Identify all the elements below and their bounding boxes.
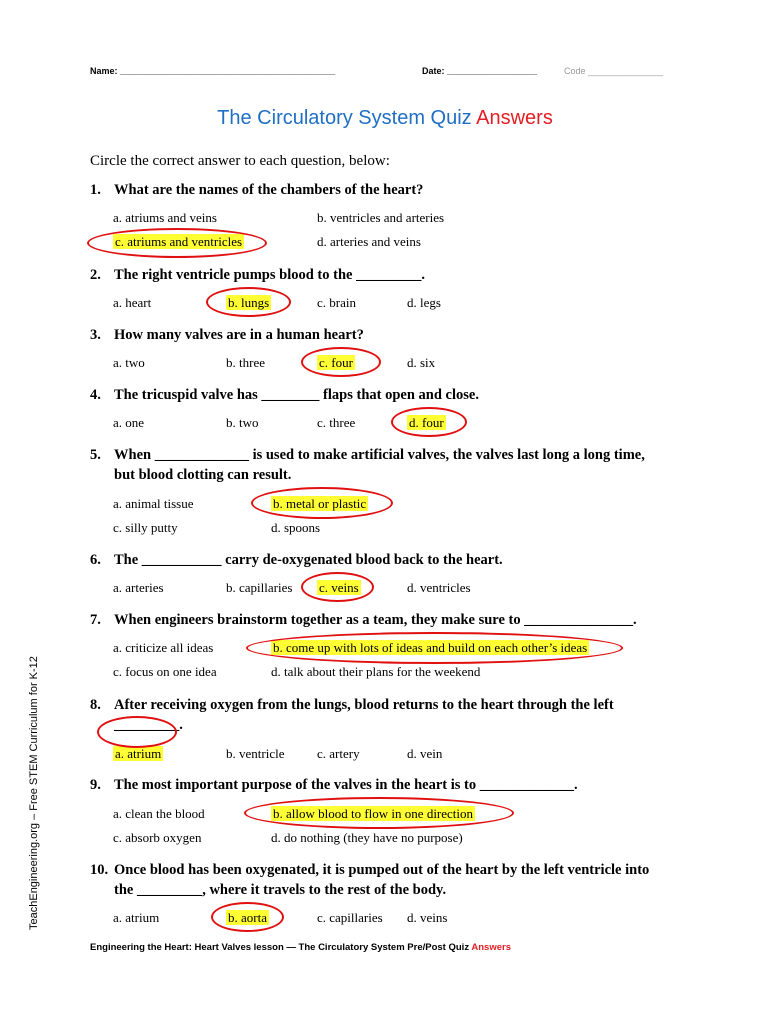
option-1b: b. ventricles and arteries xyxy=(317,210,445,225)
option-7c: c. focus on one idea xyxy=(113,664,217,679)
option-3a: a. two xyxy=(113,355,145,370)
option-6d: d. ventricles xyxy=(407,580,471,595)
option-2a: a. heart xyxy=(113,295,152,310)
question-3: 3. How many valves are in a human heart? xyxy=(90,327,364,343)
title-answers: Answers xyxy=(476,107,553,129)
option-4a: a. one xyxy=(113,415,145,430)
sidebar-credit: TeachEngineering.org – Free STEM Curriculum for K-12 xyxy=(28,656,40,930)
option-5a: a. animal tissue xyxy=(113,496,194,511)
option-8b: b. ventricle xyxy=(226,746,285,761)
question-7: 7. When engineers brainstorm together as a team, they make sure to _______________. xyxy=(90,612,637,628)
option-10a: a. atrium xyxy=(113,910,160,925)
footer-text: Engineering the Heart: Heart Valves lesson — The Circulatory System Pre/Post Quiz xyxy=(90,942,470,953)
code-field-label: Code _______________ xyxy=(564,66,664,76)
option-4b: b. two xyxy=(226,415,259,430)
question-6: 6. The ___________ carry de-oxygenated blood back to the heart. xyxy=(90,552,503,568)
question-10-continued: the _________, where it travels to the rest of the body. xyxy=(114,882,447,898)
question-10: 10. Once blood has been oxygenated, it is pumped out of the heart by the left ventricle into xyxy=(90,862,650,878)
option-2b-answer: b. lungs xyxy=(228,295,270,310)
option-2d: d. legs xyxy=(407,295,441,310)
option-4c: c. three xyxy=(317,415,356,430)
option-2c: c. brain xyxy=(317,295,356,310)
option-3d: d. six xyxy=(407,355,436,370)
option-4d-answer: d. four xyxy=(409,415,444,430)
option-6b: b. capillaries xyxy=(226,580,293,595)
option-5b-answer: b. metal or plastic xyxy=(273,496,367,511)
option-5d: d. spoons xyxy=(271,520,321,535)
question-8-continued: _________. xyxy=(114,717,183,733)
option-8a-answer: a. atrium xyxy=(115,746,162,761)
option-8c: c. artery xyxy=(317,746,360,761)
instructions: Circle the correct answer to each question, below: xyxy=(90,153,390,169)
option-10b-answer: b. aorta xyxy=(228,910,267,925)
option-1d: d. arteries and veins xyxy=(317,234,421,249)
question-5-continued: but blood clotting can result. xyxy=(114,467,292,483)
question-9: 9. The most important purpose of the valves in the heart is to _____________. xyxy=(90,777,578,793)
option-3b: b. three xyxy=(226,355,265,370)
option-1a: a. atriums and veins xyxy=(113,210,217,225)
option-5c: c. silly putty xyxy=(113,520,178,535)
option-7d: d. talk about their plans for the weekend xyxy=(271,664,481,679)
question-8: 8. After receiving oxygen from the lungs, blood returns to the heart through the left xyxy=(90,697,614,713)
footer xyxy=(90,942,511,953)
option-8d: d. vein xyxy=(407,746,443,761)
option-3c-answer: c. four xyxy=(319,355,353,370)
question-4: 4. The tricuspid valve has ________ flaps that open and close. xyxy=(90,387,479,403)
name-field-label: Name: ___________________________________________ xyxy=(90,66,336,76)
page-title xyxy=(0,107,770,130)
option-1c-answer: c. atriums and ventricles xyxy=(115,234,243,249)
option-6a: a. arteries xyxy=(113,580,164,595)
option-7a: a. criticize all ideas xyxy=(113,640,214,655)
question-1: 1. What are the names of the chambers of the heart? xyxy=(90,182,424,198)
footer-answers: Answers xyxy=(471,942,511,953)
option-9a: a. clean the blood xyxy=(113,806,205,821)
option-10d: d. veins xyxy=(407,910,448,925)
date-field-label: Date: __________________ xyxy=(422,66,538,76)
option-9b-answer: b. allow blood to flow in one direction xyxy=(273,806,474,821)
option-10c: c. capillaries xyxy=(317,910,383,925)
title-main: The Circulatory System Quiz xyxy=(217,107,472,129)
option-9c: c. absorb oxygen xyxy=(113,830,202,845)
question-2: 2. The right ventricle pumps blood to the _________. xyxy=(90,267,425,283)
option-7b-answer: b. come up with lots of ideas and build on each other’s ideas xyxy=(273,640,588,655)
question-5: 5. When _____________ is used to make artificial valves, the valves last long a long time, xyxy=(90,447,645,463)
option-6c-answer: c. veins xyxy=(319,580,359,595)
option-9d: d. do nothing (they have no purpose) xyxy=(271,830,463,845)
